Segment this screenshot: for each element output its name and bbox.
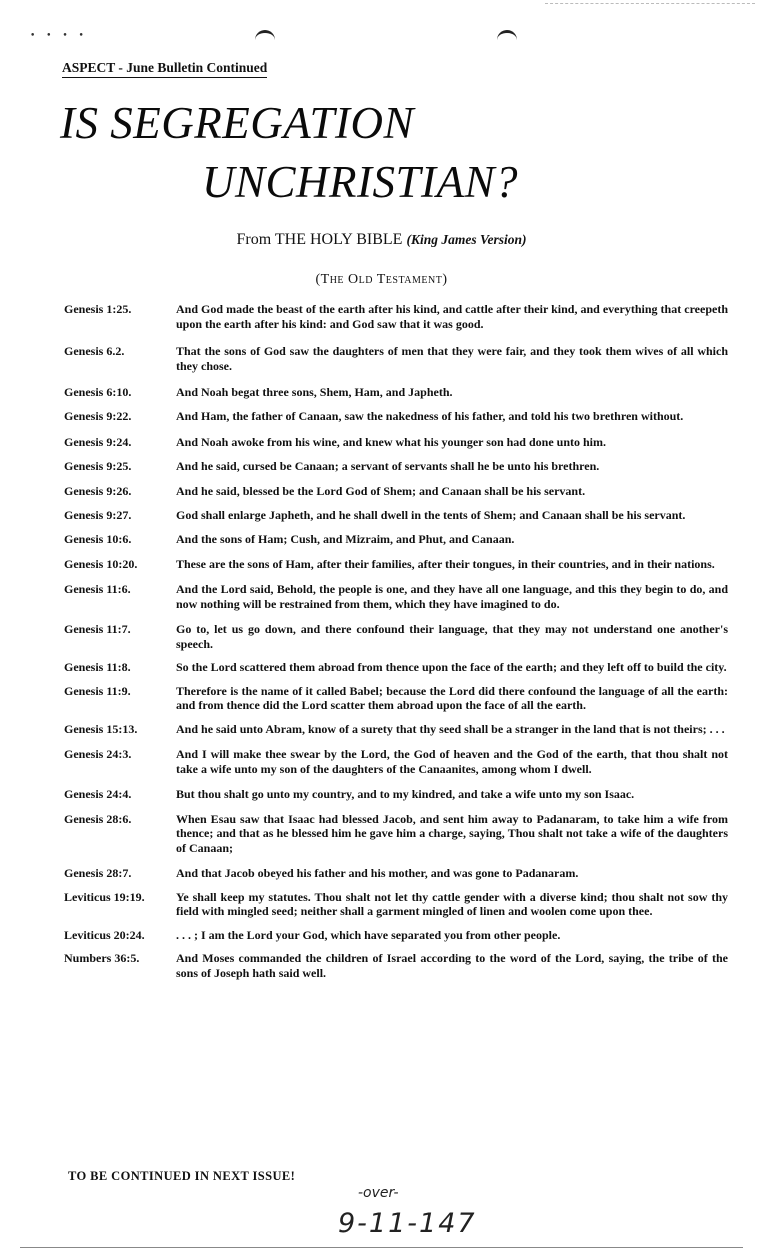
verse-row	[64, 622, 728, 651]
verse-text: Ye shall keep my statutes. Thou shalt not let thy cattle gender with a diverse kind; thou shalt not sow thy field with mingled seed; neither shall a garment mingled of linen and woolen come upon thee.	[176, 889, 728, 918]
verse-row	[64, 722, 728, 737]
verse-list	[64, 302, 728, 980]
verse-text: That the sons of God saw the daughters of men that they were fair, and they took them wives of all which they chose.	[176, 344, 728, 373]
handwritten-over-note: -over-	[358, 1185, 399, 1201]
verse-row	[64, 344, 728, 373]
verse-text: Therefore is the name of it called Babel; because the Lord did there confound the language of all the earth: and from thence did the Lord scatter them abroad upon the face of all the earth.	[176, 683, 728, 712]
verse-text: And he said, cursed be Canaan; a servant of servants shall he be unto his brethren.	[176, 458, 600, 473]
verse-row	[64, 747, 728, 776]
verse-row	[64, 812, 728, 856]
verse-text: So the Lord scattered them abroad from thence upon the face of the earth; and they left off to build the city.	[176, 660, 727, 674]
verse-row	[64, 866, 728, 881]
verse-row	[64, 557, 728, 572]
verse-reference: Genesis 11:6.	[64, 582, 131, 596]
title-line-1: IS SEGREGATION	[60, 98, 415, 148]
verse-text: But thou shalt go unto my country, and to my kindred, and take a wife unto my son Isaac.	[176, 787, 635, 801]
verse-row	[64, 508, 728, 523]
verse-text: And Noah awoke from his wine, and knew what his younger son had done unto him.	[176, 435, 606, 449]
verse-row	[64, 532, 728, 547]
verse-text: God shall enlarge Japheth, and he shall dwell in the tents of Shem; and Canaan shall be his servant.	[176, 507, 686, 522]
verse-reference: Genesis 9:27.	[64, 507, 132, 522]
verse-text: And the sons of Ham; Cush, and Mizraim, and Phut, and Canaan.	[176, 532, 515, 546]
verse-reference: Numbers 36:5.	[64, 951, 140, 965]
title-line-2: UNCHRISTIAN?	[202, 157, 519, 207]
handwritten-number: 9-11-147	[338, 1208, 477, 1239]
verse-row	[64, 435, 728, 450]
verse-text: And that Jacob obeyed his father and his mother, and was gone to Padanaram.	[176, 866, 579, 880]
verse-row	[64, 787, 728, 802]
verse-row	[64, 484, 728, 499]
verse-text: And Noah begat three sons, Shem, Ham, and Japheth.	[176, 385, 453, 399]
verse-row	[64, 890, 728, 919]
verse-row	[64, 684, 728, 713]
verse-text: And I will make thee swear by the Lord, the God of heaven and the God of the earth, that thou shalt not take a wife unto my son of the daughters of the Canaanites, among whom I dwell.	[176, 747, 728, 776]
verse-text: And he said, blessed be the Lord God of Shem; and Canaan shall be his servant.	[176, 484, 586, 498]
bulletin-header: ASPECT - June Bulletin Continued	[62, 60, 267, 78]
verse-text: And he said unto Abram, know of a surety that thy seed shall be a stranger in the land that is not theirs; . . .	[176, 721, 725, 736]
verse-text: And God made the beast of the earth after his kind, and cattle after their kind, and everything that creepeth upon the earth after his kind: and God saw that it was good.	[176, 302, 728, 331]
scan-bottom-line	[20, 1247, 743, 1248]
verse-reference: Genesis 1:25.	[64, 302, 132, 316]
verse-reference: Leviticus 20:24.	[64, 927, 145, 942]
verse-text: . . . ; I am the Lord your God, which have separated you from other people.	[176, 927, 561, 942]
verse-row	[64, 385, 728, 400]
source-prefix: From THE HOLY BIBLE	[236, 231, 403, 248]
verse-reference: Genesis 11:9.	[64, 683, 131, 698]
verse-row	[64, 582, 728, 611]
verse-reference: Genesis 11:8.	[64, 660, 131, 674]
verse-text: And Ham, the father of Canaan, saw the nakedness of his father, and told his two brethren without.	[176, 408, 684, 423]
verse-reference: Genesis 9:22.	[64, 408, 132, 423]
verse-reference: Genesis 15:13.	[64, 721, 138, 736]
verse-reference: Genesis 9:26.	[64, 484, 132, 498]
verse-row	[64, 459, 728, 474]
verse-text: Go to, let us go down, and there confound their language, that they may not understand one another's speech.	[176, 622, 728, 651]
punch-hole-mark-right	[497, 30, 517, 45]
section-heading: (The Old Testament)	[315, 272, 448, 287]
verse-text: And the Lord said, Behold, the people is one, and they have all one language, and this they begin to do, and now nothing will be restrained from them, which they have imagined to do.	[176, 582, 728, 611]
punch-hole-mark-left	[255, 30, 275, 45]
verse-reference: Genesis 10:6.	[64, 532, 132, 546]
verse-row	[64, 409, 728, 424]
verse-reference: Genesis 24:4.	[64, 787, 132, 801]
verse-reference: Genesis 28:7.	[64, 866, 132, 880]
verse-reference: Leviticus 19:19.	[64, 889, 145, 904]
verse-row	[64, 302, 728, 331]
scan-edge-dashes	[545, 3, 755, 4]
verse-text: When Esau saw that Isaac had blessed Jacob, and sent him away to Padanaram, to take him a wife from thence; and that as he blessed him he gave him a charge, saying, Thou shalt not take a wife of the daughters of Canaan;	[176, 811, 728, 855]
verse-text: And Moses commanded the children of Israel according to the word of the Lord, saying, the tribe of the sons of Joseph hath said well.	[176, 951, 728, 980]
verse-row	[64, 660, 728, 675]
verse-reference: Genesis 6:10.	[64, 385, 132, 399]
verse-row	[64, 951, 728, 980]
verse-reference: Genesis 24:3.	[64, 747, 132, 761]
verse-reference: Genesis 9:25.	[64, 458, 132, 473]
verse-row	[64, 928, 728, 943]
verse-text: These are the sons of Ham, after their families, after their tongues, in their countries, and in their nations.	[176, 556, 715, 571]
scan-dots: • • • •	[30, 31, 88, 41]
continued-notice: TO BE CONTINUED IN NEXT ISSUE!	[68, 1169, 296, 1183]
source-line	[0, 231, 763, 249]
source-version: (King James Version)	[406, 232, 527, 247]
verse-reference: Genesis 9:24.	[64, 435, 132, 449]
verse-reference: Genesis 10:20.	[64, 556, 138, 571]
verse-reference: Genesis 6.2.	[64, 344, 125, 358]
verse-reference: Genesis 28:6.	[64, 811, 132, 826]
verse-reference: Genesis 11:7.	[64, 622, 131, 636]
